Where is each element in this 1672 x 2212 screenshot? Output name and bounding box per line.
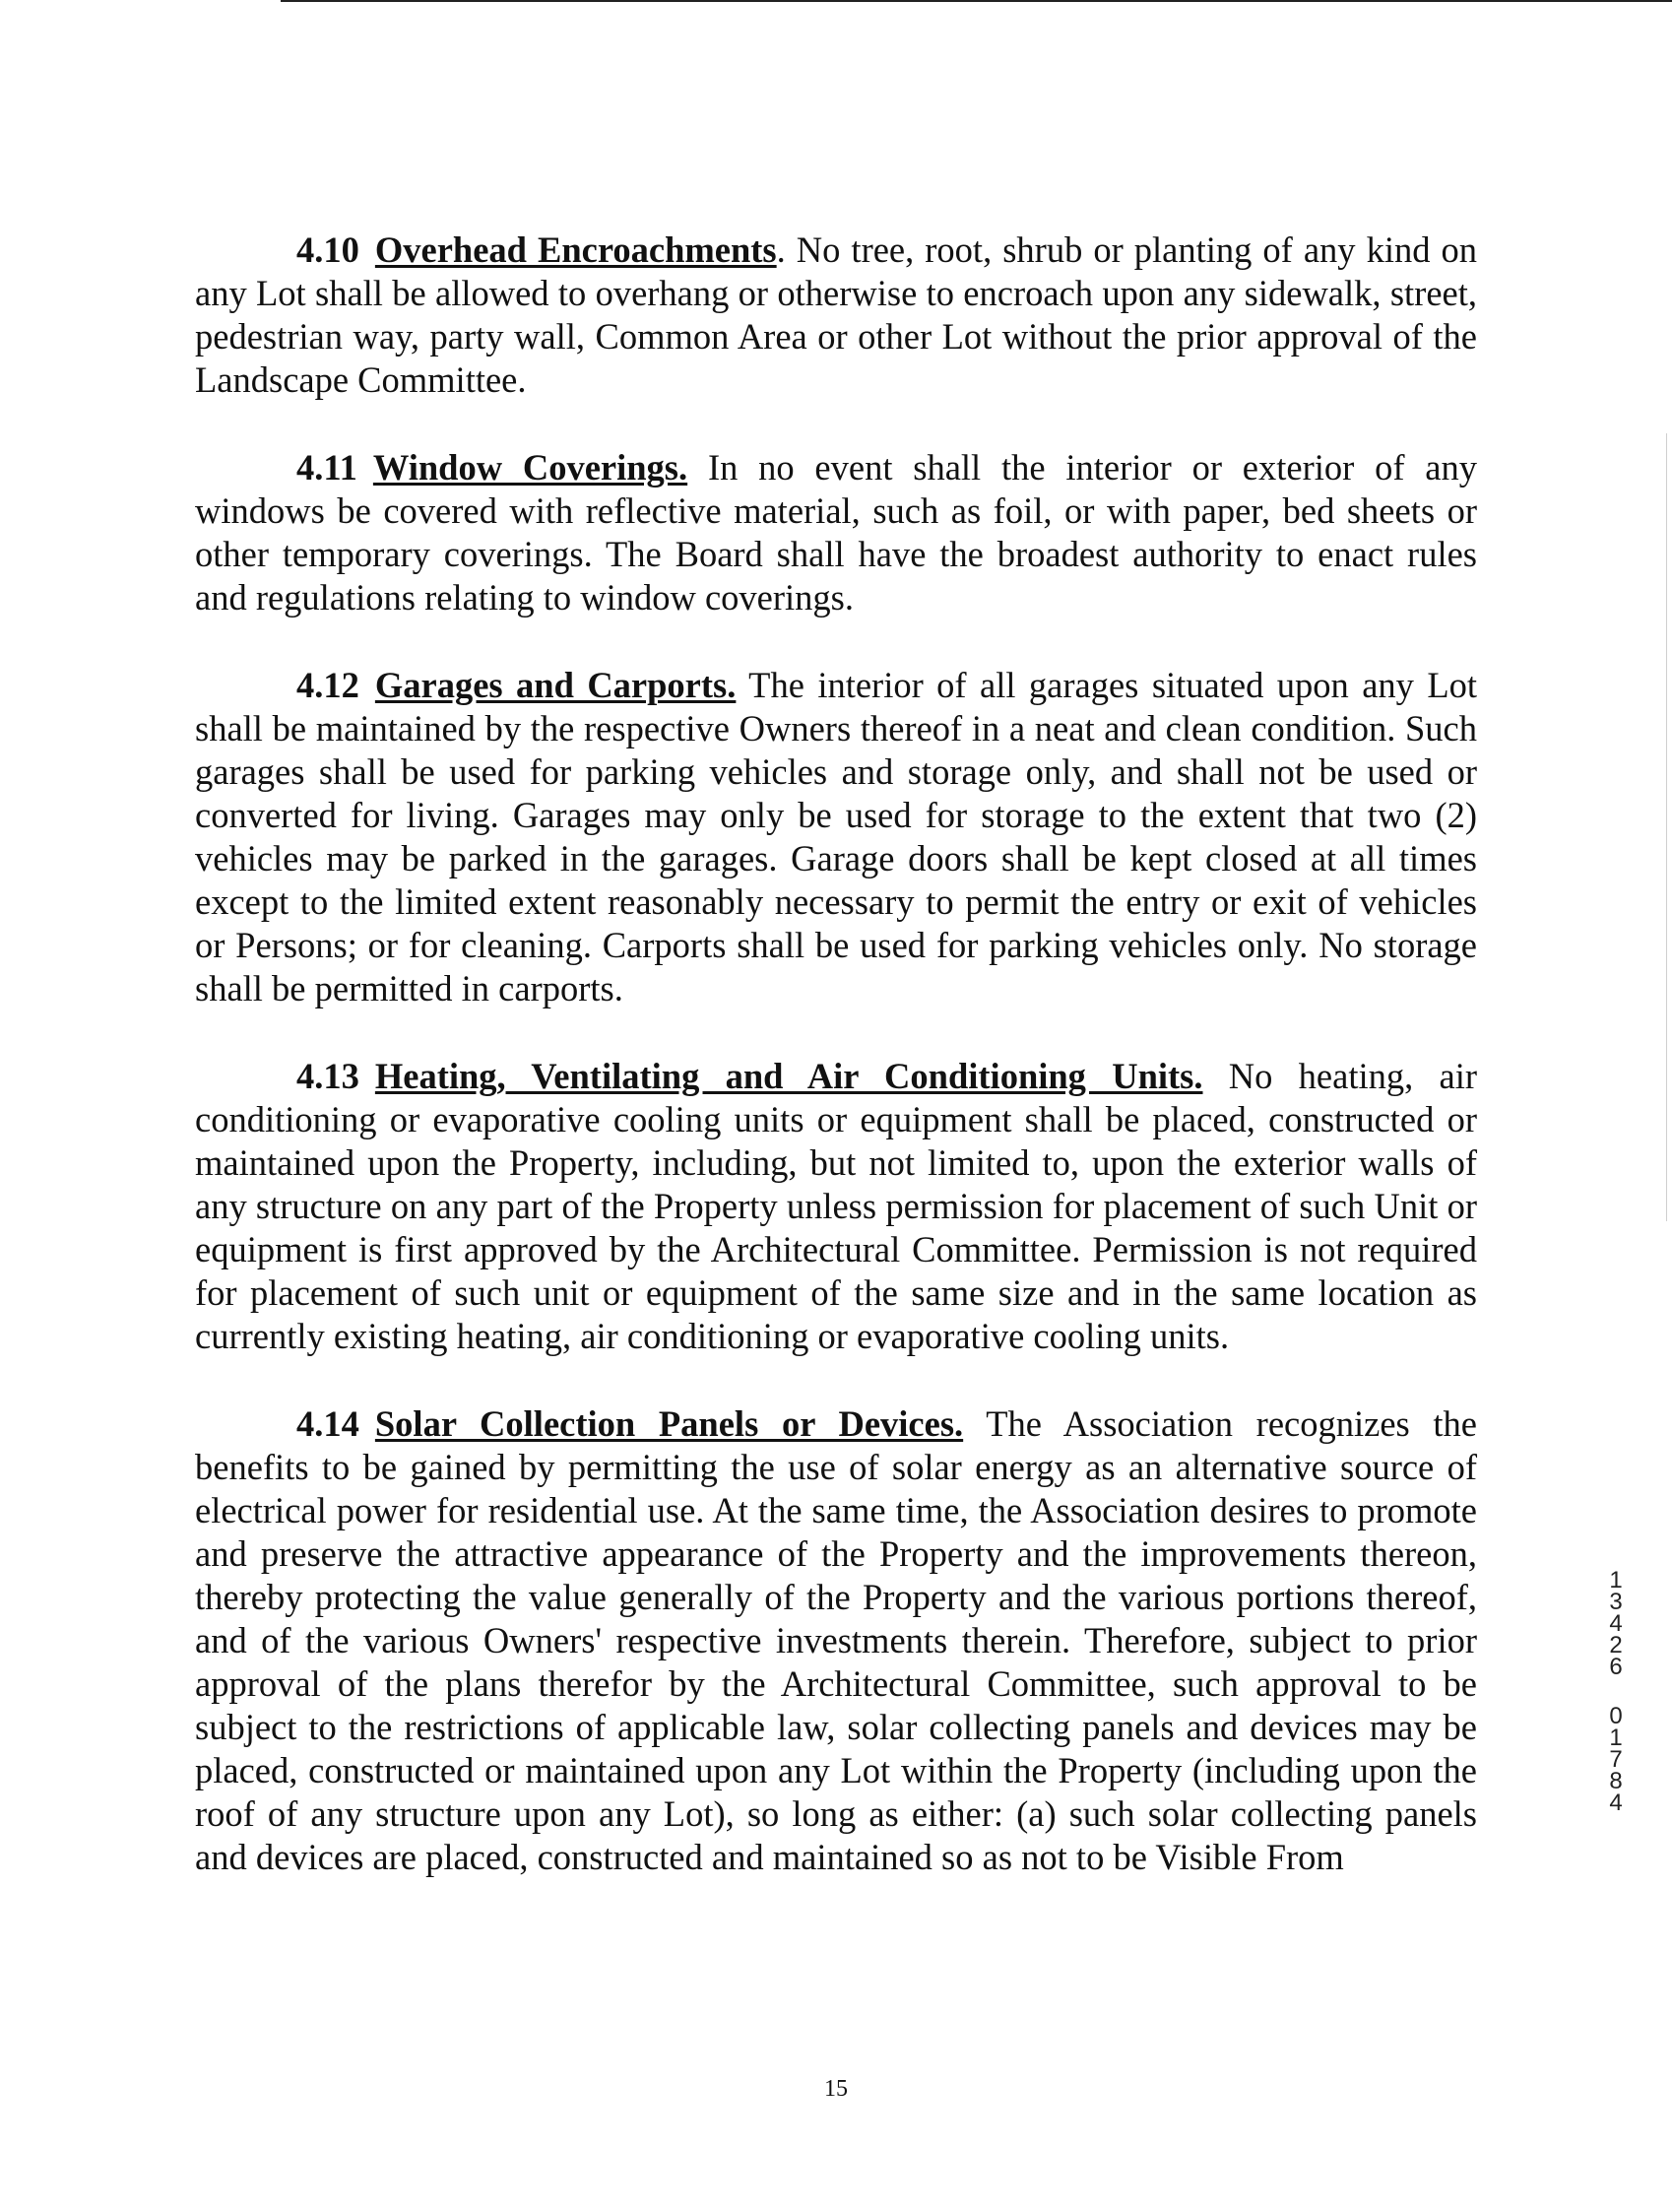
section-4-12: [195, 664, 1477, 1010]
stamp-digit: 3: [1609, 1589, 1623, 1615]
section-body: In no event shall the interior or exterior of any windows be covered with reflective material, such as foil, or with paper, bed sheets or other temporary coverings. The Board shall have the broadest authority to enact rules and regulations relating to window coverings.: [195, 447, 1477, 618]
section-body: No heating, air conditioning or evaporative cooling units or equipment shall be placed, constructed or maintained upon the Property, including, but not limited to, upon the exterior walls of any structure on any part of the Property unless permission for placement of such Unit or equipment is first approved by the Architectural Committee. Permission is not required for placement of such unit or equipment of the same size and in the same location as currently existing heating, air conditioning or evaporative cooling units.: [195, 1056, 1477, 1356]
document-body: [195, 228, 1477, 1923]
section-title: Garages and Carports.: [374, 665, 737, 705]
section-title-punctuation: .: [776, 229, 786, 270]
section-4-14: [195, 1402, 1477, 1879]
section-title: Solar Collection Panels or Devices.: [374, 1403, 964, 1444]
top-border-rule: [281, 0, 1672, 2]
section-number: 4.13: [296, 1056, 359, 1096]
section-4-13: [195, 1055, 1477, 1358]
section-4-11: [195, 446, 1477, 619]
section-body: No tree, root, shrub or planting of any kind on any Lot shall be allowed to overhang or otherwise to encroach upon any sidewalk, street, pedestrian way, party wall, Common Area or other Lot without the prior approval of the Landscape Committee.: [195, 229, 1477, 400]
section-body: The Association recognizes the benefits to be gained by permitting the use of solar energy as an alternative source of electrical power for residential use. At the same time, the Association desires to promote and preserve the attractive appearance of the Property and the improvements thereon, thereby protecting the value generally of the Property and the various portions thereof, and of the various Owners' respective investments therein. Therefore, subject to prior approval of the plans therefor by the Architectural Committee, such approval to be subject to the restrictions of applicable law, solar collecting panels and devices may be placed, constructed or maintained upon any Lot within the Property (including upon the roof of any structure upon any Lot), so long as either: (a) such solar collecting panels and devices are placed, constructed and maintained so as not to be Visible From: [195, 1403, 1478, 1877]
section-number: 4.12: [296, 665, 359, 705]
stamp-digit: 1: [1609, 1724, 1623, 1751]
recording-stamp: [1603, 1567, 1629, 1816]
section-title: Overhead Encroachments: [374, 229, 777, 270]
stamp-digit: 8: [1609, 1768, 1623, 1794]
section-title: Window Coverings.: [372, 447, 688, 488]
stamp-digit: 2: [1609, 1632, 1623, 1659]
section-number: 4.14: [296, 1403, 359, 1444]
stamp-digit: 1: [1609, 1567, 1623, 1594]
stamp-digit: 0: [1609, 1703, 1623, 1729]
section-title: Heating, Ventilating and Air Conditioning Units.: [374, 1056, 1203, 1096]
section-number: 4.11: [296, 447, 357, 488]
stamp-digit: 7: [1609, 1746, 1623, 1773]
scan-margin-line: [1666, 433, 1667, 1221]
section-body: The interior of all garages situated upon any Lot shall be maintained by the respective Owners thereof in a neat and clean condition. Such garages shall be used for parking vehicles and storage only, and shall not be used or converted for living. Garages may only be used for storage to the extent that two (2) vehicles may be parked in the garages. Garage doors shall be kept closed at all times except to the limited extent reasonably necessary to permit the entry or exit of vehicles or Persons; or for cleaning. Carports shall be used for parking vehicles only. No storage shall be permitted in carports.: [195, 665, 1478, 1008]
section-number: 4.10: [296, 229, 359, 270]
stamp-digit: 6: [1609, 1654, 1623, 1680]
section-4-10: [195, 228, 1477, 402]
stamp-digit: 4: [1609, 1610, 1623, 1637]
stamp-digit: 4: [1609, 1789, 1623, 1816]
page-number: 15: [824, 2076, 848, 2102]
